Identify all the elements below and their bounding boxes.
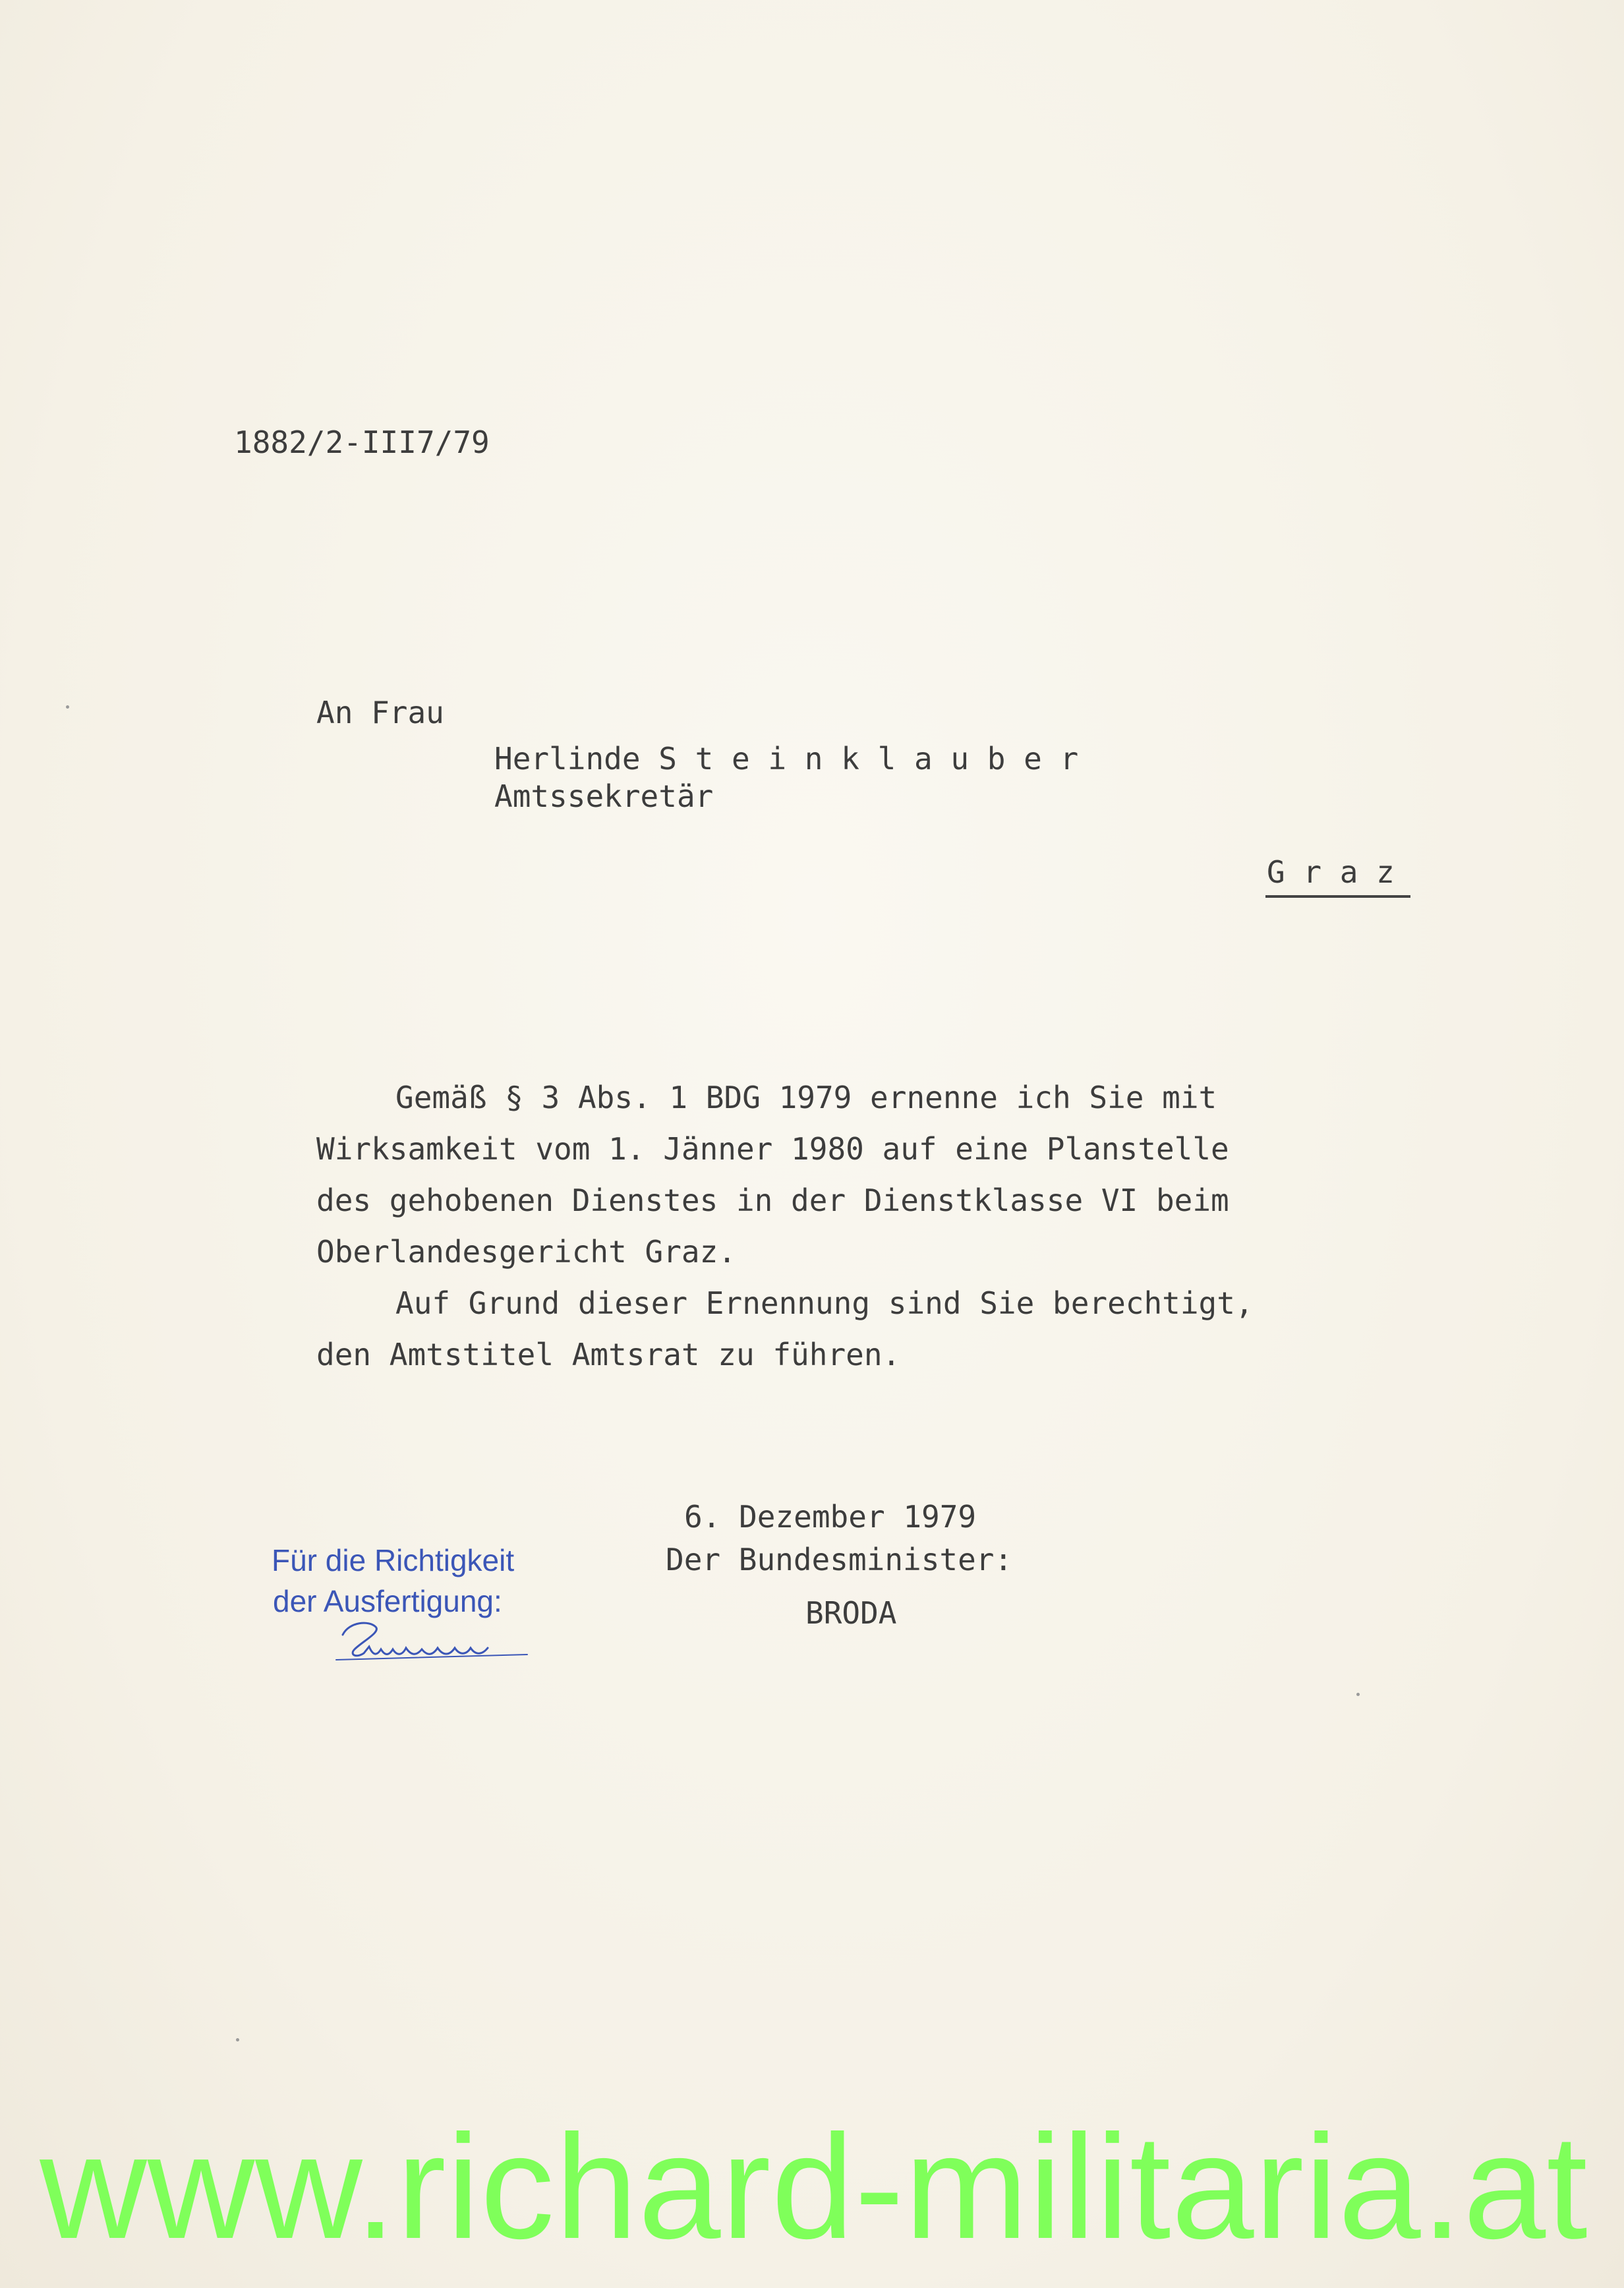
body-line: Gemäß § 3 Abs. 1 BDG 1979 ernenne ich Sie mit <box>395 1080 1217 1115</box>
stamp-line-2: der Ausfertigung: <box>273 1584 502 1618</box>
reference-number: 1882/2-III7/79 <box>234 425 490 460</box>
body-paragraph <box>316 1072 1397 1380</box>
body-line: Oberlandesgericht Graz. <box>316 1234 736 1270</box>
watermark-text: www.richard-militaria.at <box>40 2103 1588 2270</box>
paper-speck <box>236 2038 239 2041</box>
body-line: den Amtstitel Amtsrat zu führen. <box>316 1337 901 1372</box>
salutation: An Frau <box>316 695 444 730</box>
body-line: Wirksamkeit vom 1. Jänner 1980 auf eine Planstelle <box>316 1131 1229 1167</box>
recipient-title: Amtssekretär <box>494 778 714 814</box>
signatory-role: Der Bundesminister: <box>666 1542 1013 1577</box>
paper-speck <box>1356 1693 1360 1696</box>
recipient-city: G r a z <box>1267 854 1395 890</box>
document-date: 6. Dezember 1979 <box>684 1499 977 1535</box>
stamp-line-1: Für die Richtigkeit <box>272 1543 515 1577</box>
handwritten-signature <box>330 1615 547 1668</box>
city-underline <box>1265 895 1410 898</box>
paper-speck <box>66 705 69 709</box>
signatory-name: BRODA <box>805 1595 897 1631</box>
certification-stamp <box>272 1540 514 1622</box>
body-line: Auf Grund dieser Ernennung sind Sie berechtigt, <box>395 1285 1254 1321</box>
recipient-name: Herlinde S t e i n k l a u b e r <box>494 741 1079 777</box>
body-line: des gehobenen Dienstes in der Dienstklasse VI beim <box>316 1183 1229 1218</box>
